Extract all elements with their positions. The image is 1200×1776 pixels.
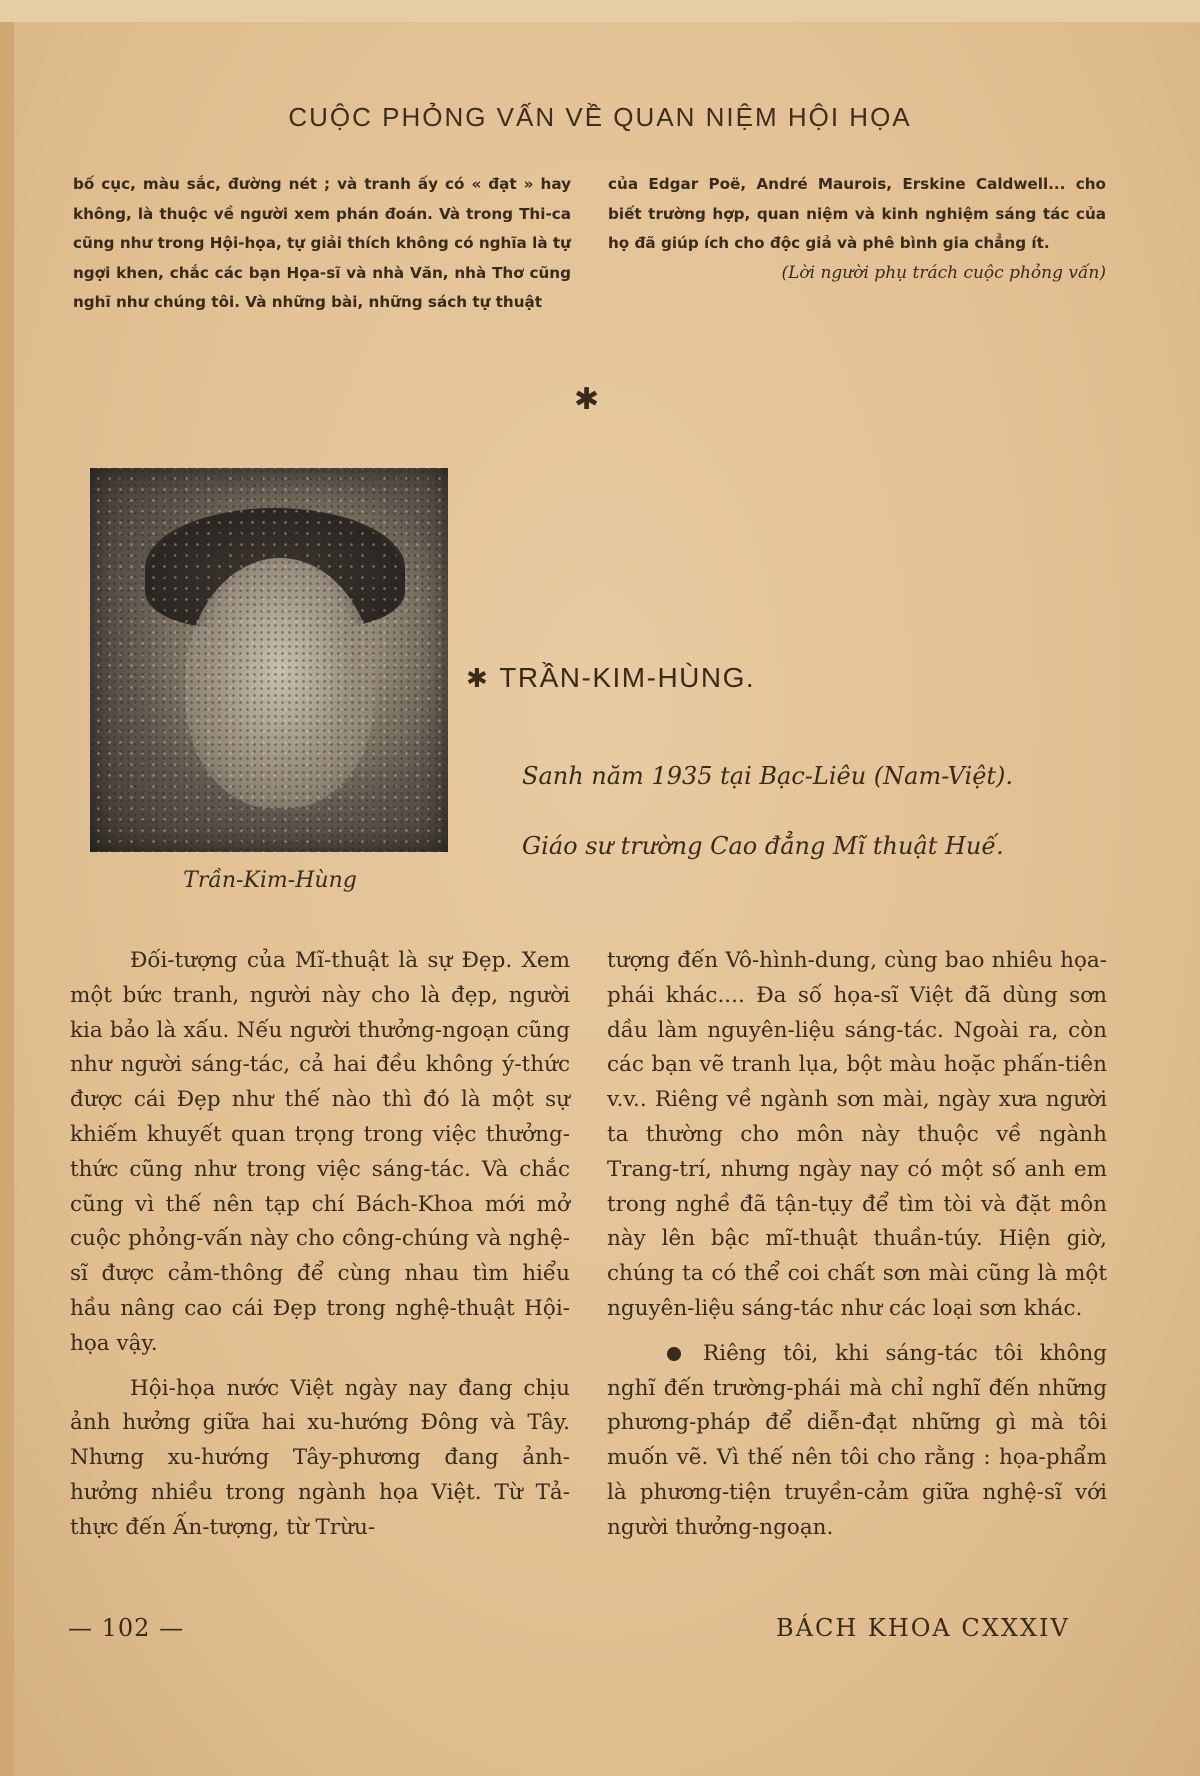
intro-column-right (608, 170, 1106, 288)
artist-birth-info: Sanh năm 1935 tại Bạc-Liêu (Nam-Việt). (522, 762, 1014, 790)
article-paragraph: Hội-họa nước Việt ngày nay đang chịu ảnh hưởng giữa hai xu-hướng Đông và Tây. Nhưng xu-hướng Tây-phương đang ảnh-hưởng nhiều trong ngành họa Việt. Từ Tả-thực đến Ấn-tượng, từ Trừu- (70, 1375, 570, 1540)
photo-caption: Trần-Kim-Hùng (183, 868, 357, 893)
article-paragraph: tượng đến Vô-hình-dung, cùng bao nhiêu họa-phái khác.... Đa số họa-sĩ Việt đã dùng sơn dầu làm nguyên-liệu sáng-tác. Ngoài ra, còn các bạn vẽ tranh lụa, bột màu hoặc phấn-tiên v.v.. Riêng về ngành sơn mài, ngày xưa người ta thường cho môn này thuộc về ngành Trang-trí, nhưng ngày nay có một số anh em trong nghề đã tận-tụy để tìm tòi và đặt môn này lên bậc mĩ-thuật thuần-túy. Hiện giờ, chúng ta có thể coi chất sơn mài cũng là một nguyên-liệu sáng-tác như các loại sơn khác. (607, 948, 1107, 1321)
artist-position-info: Giáo sư trường Cao đẳng Mĩ thuật Huế. (522, 832, 1004, 860)
page-edge-top (0, 0, 1200, 22)
article-paragraph: Đối-tượng của Mĩ-thuật là sự Đẹp. Xem một bức tranh, người này cho là đẹp, người kia bảo là xấu. Nếu người thưởng-ngoạn cũng như người sáng-tác, cả hai đều không ý-thức được cái Đẹp như thế nào thì đó là một sự khiếm khuyết quan trọng trong việc thưởng-thức cũng như trong việc sáng-tác. Và chắc cũng vì thế nên tạp chí Bách-Khoa mới mở cuộc phỏng-vấn này cho công-chúng và nghệ-sĩ được cảm-thông để cùng nhau tìm hiểu hầu nâng cao cái Đẹp trong nghệ-thuật Hội-họa vậy. (70, 948, 570, 1356)
running-header: CUỘC PHỎNG VẤN VỀ QUAN NIỆM HỘI HỌA (288, 102, 912, 132)
publication-name: BÁCH KHOA CXXXIV (776, 1614, 1070, 1642)
portrait-photo (90, 468, 448, 852)
intro-text-left: bố cục, màu sắc, đường nét ; và tranh ấy có « đạt » hay không, là thuộc về người xem phán đoán. Và trong Thi-ca cũng như trong Hội-họa, tự giải thích không có nghĩa là tự ngợi khen, chắc các bạn Họa-sĩ và nhà Văn, nhà Thơ cũng nghĩ như chúng tôi. Và những bài, những sách tự thuật (73, 175, 571, 311)
article-column-left (70, 944, 570, 1546)
article-paragraph-bulleted (607, 1337, 1107, 1546)
article-paragraph-text: Riêng tôi, khi sáng-tác tôi không nghĩ đến trường-phái mà chỉ nghĩ đến những phương-pháp để diễn-đạt những gì mà tôi muốn vẽ. Vì thế nên tôi cho rằng : họa-phẩm là phương-tiện truyền-cảm giữa nghệ-sĩ với người thưởng-ngoạn. (607, 1340, 1107, 1540)
asterisk-separator-icon: ✱ (574, 382, 600, 417)
interviewer-note: (Lời người phụ trách cuộc phỏng vấn) (781, 262, 1106, 283)
asterisk-icon: ✱ (466, 663, 490, 693)
intro-column-left (73, 170, 571, 318)
artist-name: TRẦN-KIM-HÙNG. (499, 662, 756, 693)
halftone-grain (90, 468, 448, 852)
artist-name-heading (466, 662, 755, 694)
article-column-right (607, 944, 1107, 1546)
page-number: — 102 — (68, 1614, 185, 1642)
bullet-icon (667, 1347, 681, 1361)
page-edge-shadow (0, 0, 14, 1776)
intro-text-right: của Edgar Poë, André Maurois, Erskine Caldwell... cho biết trường hợp, quan niệm và kinh nghiệm sáng tác của họ đã giúp ích cho độc giả và phê bình gia chẳng ít. (608, 175, 1106, 252)
